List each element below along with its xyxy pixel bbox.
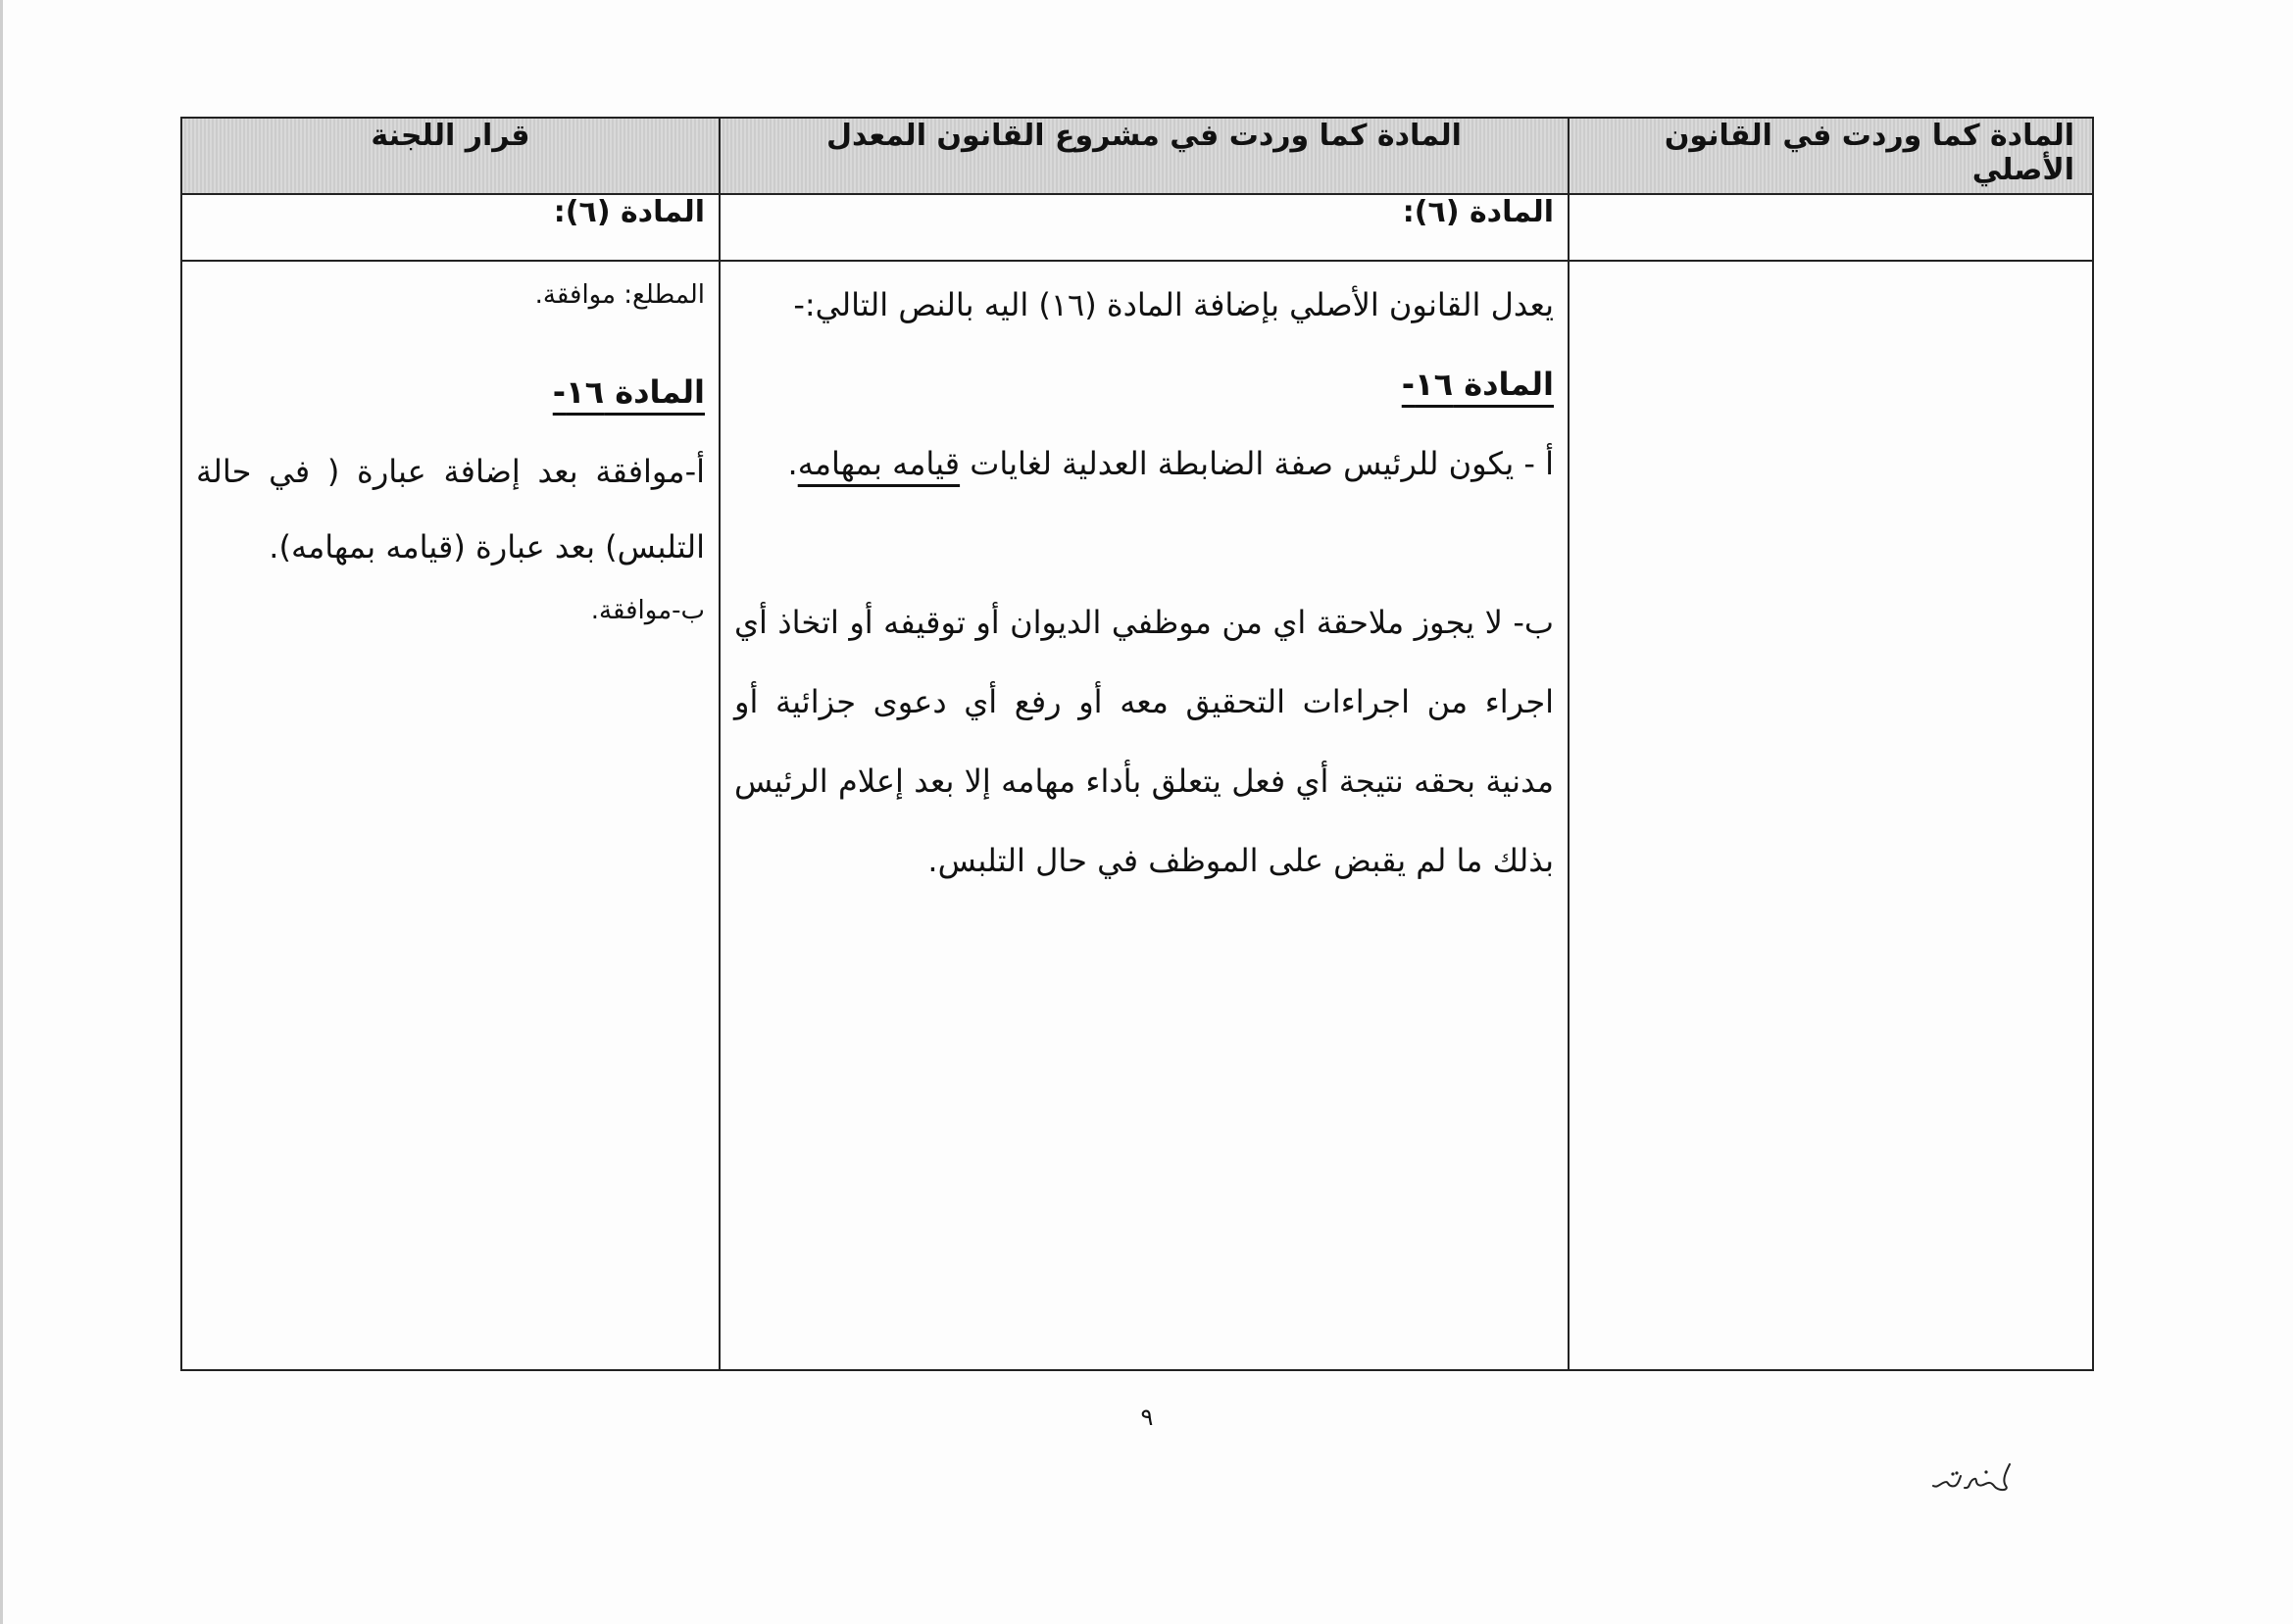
handwritten-signature	[1929, 1458, 2018, 1498]
article-number-row	[181, 194, 2093, 261]
article-body-row	[181, 261, 2093, 1370]
table-header-row	[181, 118, 2093, 194]
committee-decision-text-cell	[181, 261, 720, 1370]
page-number: ٩	[1140, 1403, 1154, 1431]
amended-intro-text: يعدل القانون الأصلي بإضافة المادة (١٦) اليه بالنص التالي:-	[793, 286, 1554, 323]
amended-paragraph-a-prefix: أ - يكون للرئيس صفة الضابطة العدلية لغايات	[960, 445, 1554, 482]
decision-article-heading: المادة ١٦-	[552, 373, 705, 411]
comparison-table	[180, 117, 2094, 1371]
decision-paragraph-a: أ-موافقة بعد إضافة عبارة ( في حالة التلبس) بعد عبارة (قيامه بمهامه).	[196, 453, 705, 566]
amended-law-text-cell	[720, 261, 1569, 1370]
header-original-law: المادة كما وردت في القانون الأصلي	[1569, 118, 2093, 194]
article-decision-cell: المادة (٦):	[181, 194, 720, 261]
amended-paragraph-a-underlined: قيامه بمهامه	[797, 445, 961, 482]
amended-paragraph-a-suffix: .	[787, 445, 798, 482]
amended-paragraph-a	[734, 424, 1554, 504]
paragraph-spacer	[734, 504, 1554, 583]
decision-paragraph-b: ب-موافقة.	[590, 596, 705, 625]
original-law-text-cell	[1569, 261, 2093, 1370]
header-amended-law: المادة كما وردت في مشروع القانون المعدل	[720, 118, 1569, 194]
article-original-cell	[1569, 194, 2093, 261]
article-amended-cell: المادة (٦):	[720, 194, 1569, 261]
amended-article-heading: المادة ١٦-	[1401, 366, 1554, 403]
decision-preamble: المطلع: موافقة.	[534, 280, 705, 310]
header-committee-decision: قرار اللجنة	[181, 118, 720, 194]
amended-paragraph-b: ب- لا يجوز ملاحقة اي من موظفي الديوان أو توقيفه أو اتخاذ أي اجراء من اجراءات التحقيق معه أو رفع أي دعوى جزائية أو مدنية بحقه نتيجة أي فعل يتعلق بأداء مهامه إلا بعد إعلام الرئيس بذلك ما لم يقبض على الموظف في حال التلبس.	[734, 604, 1554, 879]
